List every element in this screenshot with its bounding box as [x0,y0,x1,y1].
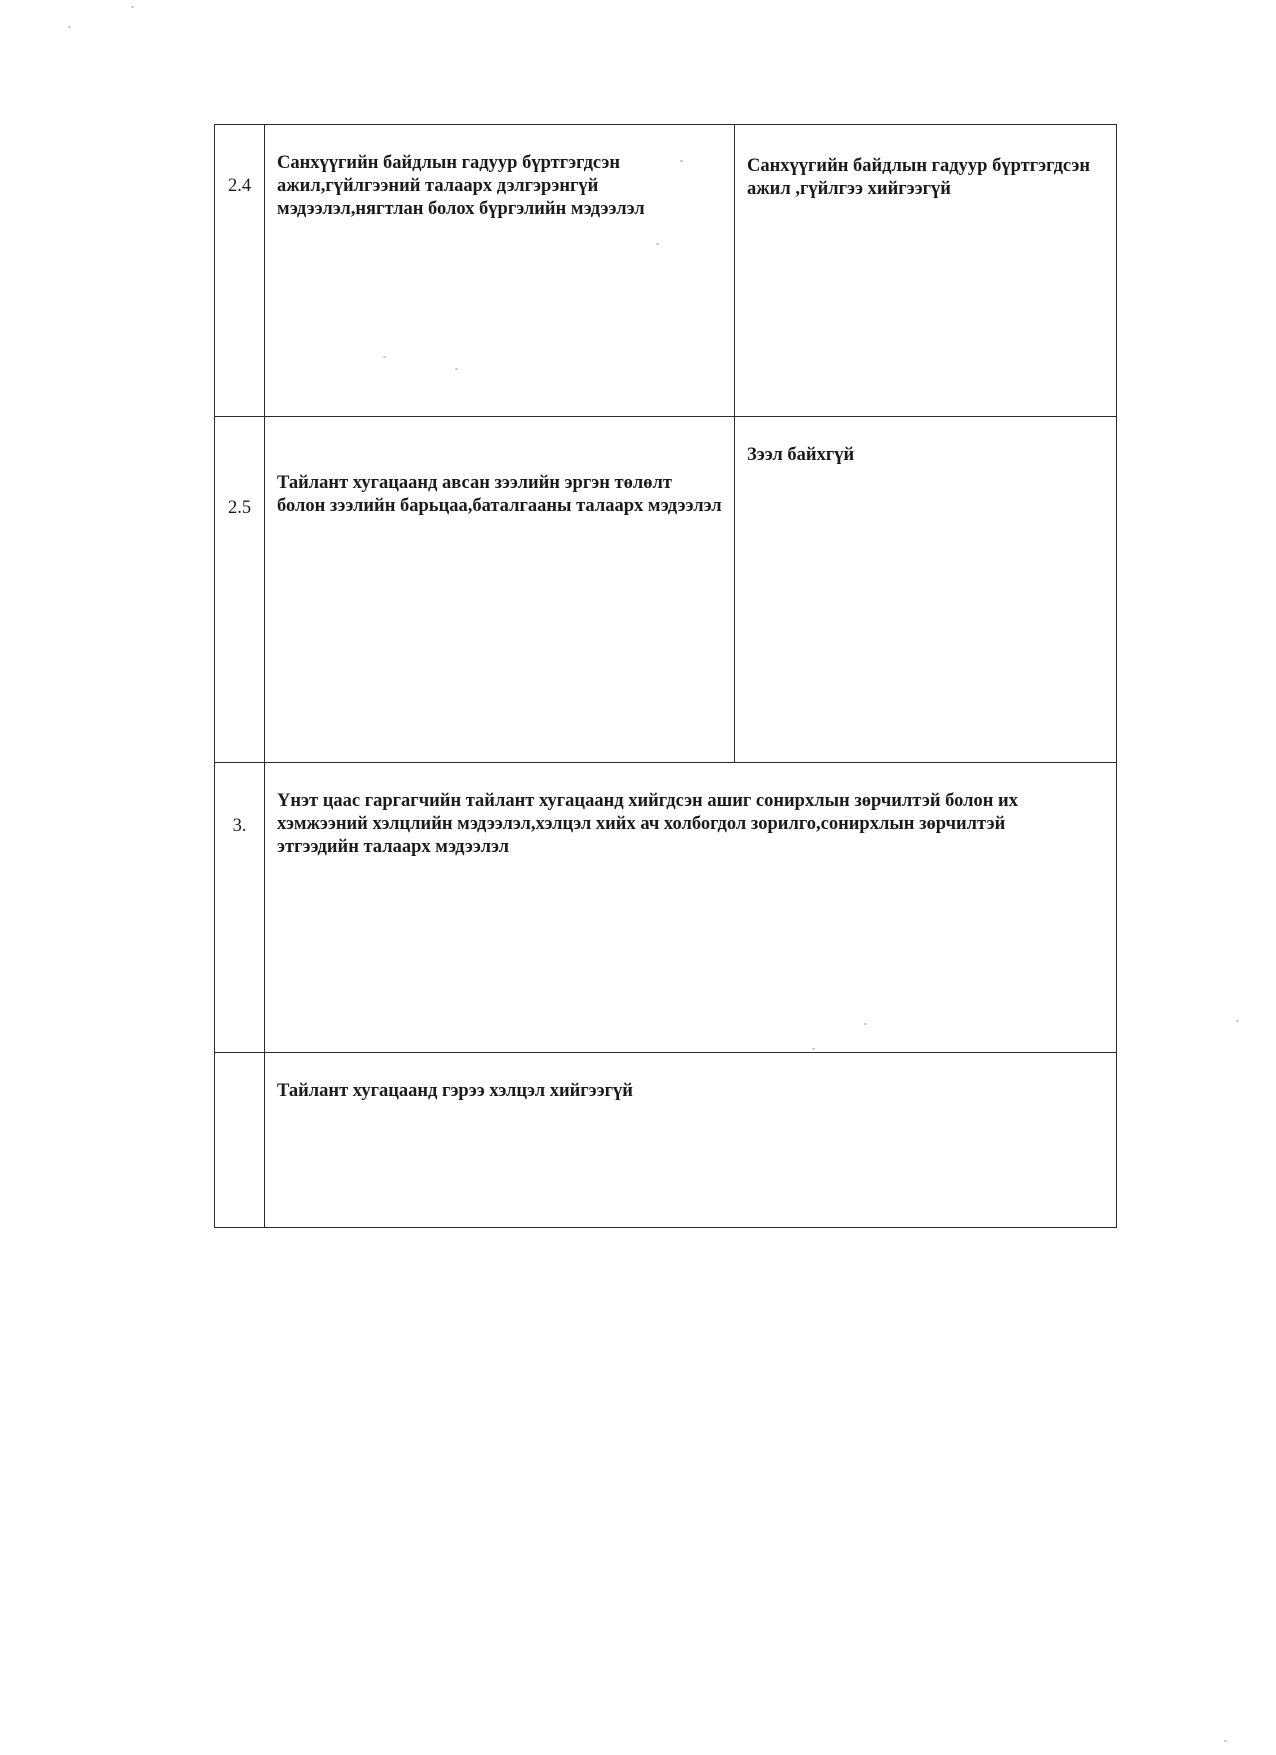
description-text: Тайлант хугацаанд авсан зээлийн эргэн төлөлт болон зээлийн барьцаа,баталгааны талаарх мэдээлэл [277,473,722,516]
description-text: Үнэт цаас гаргагчийн тайлант хугацаанд хийгдсэн ашиг сонирхлын зөрчилтэй болон их хэмжээний хэлцлийн мэдээлэл,хэлцэл хийх ач холбогдол зорилго,сонирхлын зөрчилтэй этгээдийн талаарх мэдээлэл [277,791,1018,857]
description-cell [265,763,1117,1053]
row-number: 3. [232,816,247,836]
answer-text: Санхүүгийн байдлын гадуур бүртгэгдсэн ажил ,гүйлгээ хийгээгүй [747,156,1091,199]
row-number-cell [215,417,265,763]
table-row [215,125,1117,417]
table-row [215,763,1117,1053]
scan-speck [864,1023,867,1025]
answer-text: Зээл байхгүй [747,445,855,465]
description-text: Тайлант хугацаанд гэрээ хэлцэл хийгээгүй [277,1081,633,1101]
scan-speck [680,160,683,162]
row-number: 2.4 [227,176,252,196]
scan-speck [455,368,458,370]
row-number-cell [215,763,265,1053]
scan-speck [383,356,386,358]
scan-speck [1236,1020,1239,1022]
scan-speck [1224,1740,1227,1742]
row-number-cell [215,125,265,417]
row-number-cell [215,1053,265,1228]
scan-speck [68,26,71,28]
description-text: Санхүүгийн байдлын гадуур бүртгэгдсэн ажил,гүйлгээний талаарх дэлгэрэнгүй мэдээлэл,нягтлан болох бүргэлийн мэдээлэл [277,153,645,219]
table-row [215,1053,1117,1228]
scan-speck [812,1048,815,1050]
table-row [215,417,1117,763]
answer-cell [735,125,1117,417]
description-cell [265,125,735,417]
disclosure-table [214,124,1117,1228]
scan-speck [131,6,134,8]
row-number: 2.5 [227,498,252,518]
description-cell [265,417,735,763]
answer-cell [735,417,1117,763]
scan-speck [656,243,659,245]
description-cell [265,1053,1117,1228]
